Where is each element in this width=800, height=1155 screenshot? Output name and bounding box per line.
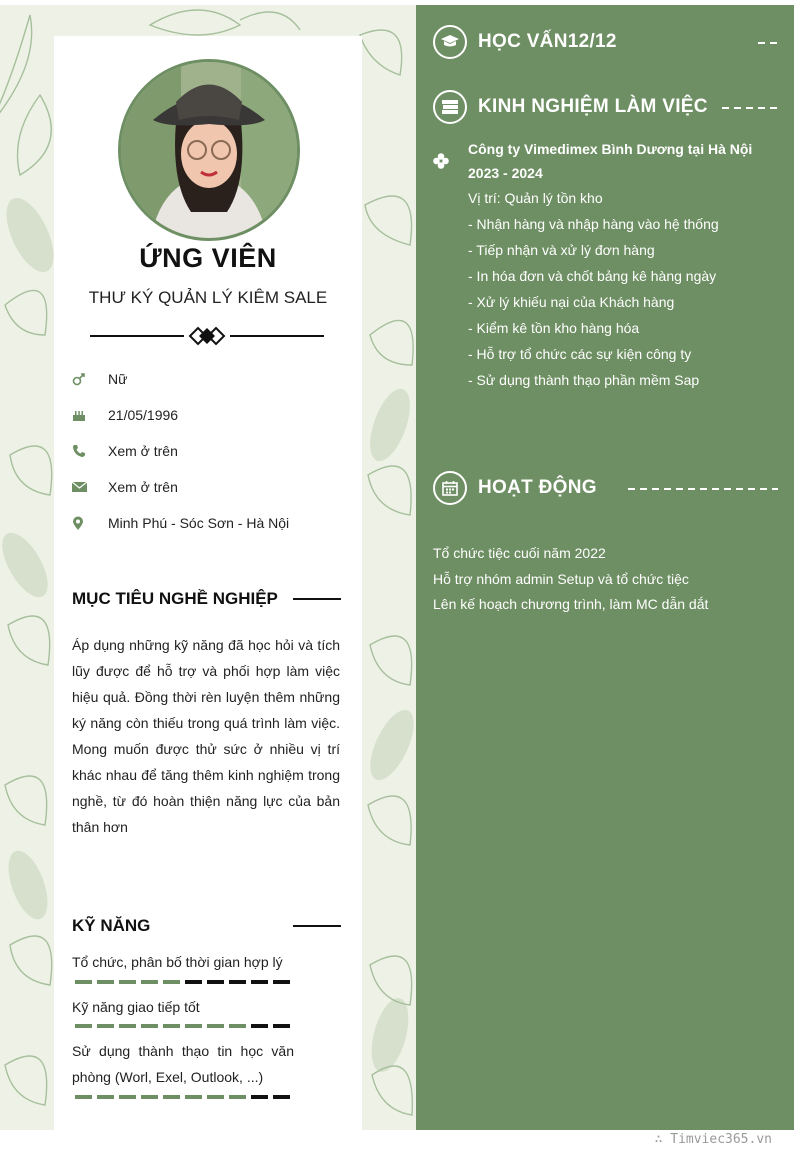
skill-segment bbox=[141, 1024, 158, 1028]
work-period: 2023 - 2024 bbox=[468, 165, 543, 181]
skill-segment bbox=[207, 980, 224, 984]
task-item: - Xử lý khiếu nại của Khách hàng bbox=[468, 294, 675, 310]
objective-text: Áp dụng những kỹ năng đã học hỏi và tích lũy được để hỗ trợ và phối hợp làm việc hiệu quả. Đồng thời rèn luyện thêm những ký năng còn thiếu trong quá trình làm việc. Mong muốn được thử sức ở nhiều vị trí khác nhau để tăng thêm kinh nghiệm trong nghề, từ đó hoàn thiện năng lực của bản thân hơn bbox=[72, 637, 340, 835]
skill-level-bar bbox=[75, 1024, 295, 1028]
task-item: - Nhận hàng và nhập hàng vào hệ thống bbox=[468, 216, 719, 232]
activities-header bbox=[433, 471, 597, 505]
education-title: HỌC VẤN12/12 bbox=[478, 31, 617, 52]
skill-segment bbox=[229, 980, 246, 984]
books-icon bbox=[433, 90, 467, 124]
skill-segment bbox=[229, 1024, 246, 1028]
skill-level-bar bbox=[75, 1095, 295, 1099]
address-text: Minh Phú - Sóc Sơn - Hà Nội bbox=[108, 515, 290, 531]
skill-segment bbox=[163, 1024, 180, 1028]
skill-segment bbox=[119, 980, 136, 984]
skill-segment bbox=[185, 1024, 202, 1028]
activity-item: Tổ chức tiệc cuối năm 2022 bbox=[433, 545, 606, 561]
work-position: Vị trí: Quản lý tồn kho bbox=[468, 190, 603, 206]
avatar bbox=[118, 59, 300, 241]
skills-title: KỸ NĂNG bbox=[72, 916, 151, 935]
activity-item: Lên kế hoạch chương trình, làm MC dẫn dắt bbox=[433, 596, 709, 612]
skill-segment bbox=[141, 980, 158, 984]
education-header bbox=[433, 25, 617, 59]
experience-title: KINH NGHIỆM LÀM VIỆC bbox=[478, 96, 708, 117]
activities-title: HOẠT ĐỘNG bbox=[478, 477, 597, 498]
graduation-cap-icon bbox=[433, 25, 467, 59]
experience-dashes bbox=[722, 107, 778, 109]
email-icon bbox=[72, 481, 108, 493]
experience-header bbox=[433, 90, 708, 124]
skill-segment bbox=[119, 1024, 136, 1028]
skills-title-line bbox=[293, 925, 341, 927]
skill-segment bbox=[251, 1024, 268, 1028]
skill-segment bbox=[273, 980, 290, 984]
skill-segment bbox=[273, 1024, 290, 1028]
education-dashes bbox=[758, 42, 778, 44]
skill-segment bbox=[185, 980, 202, 984]
clover-bullet-icon bbox=[432, 152, 450, 175]
skill-segment bbox=[251, 1095, 268, 1099]
candidate-role: THƯ KÝ QUẢN LÝ KIÊM SALE bbox=[88, 288, 328, 307]
gender-text: Nữ bbox=[108, 371, 128, 387]
activity-item: Hỗ trợ nhóm admin Setup và tổ chức tiệc bbox=[433, 570, 689, 587]
info-email bbox=[72, 477, 178, 497]
skill-segment bbox=[75, 1024, 92, 1028]
activities-list bbox=[433, 541, 708, 618]
skill-segment bbox=[251, 980, 268, 984]
candidate-name: ỨNG VIÊN bbox=[139, 243, 277, 273]
task-item: - Sử dụng thành thạo phần mềm Sap bbox=[468, 372, 700, 388]
task-item: - Kiểm kê tồn kho hàng hóa bbox=[468, 320, 640, 336]
info-address bbox=[72, 513, 289, 533]
objective-title: MỤC TIÊU NGHỀ NGHIỆP bbox=[72, 589, 278, 608]
birthday-cake-icon bbox=[72, 408, 108, 422]
company-name: Công ty Vimedimex Bình Dương tại Hà Nội bbox=[468, 141, 753, 157]
info-birthday bbox=[72, 405, 178, 425]
skill-segment bbox=[163, 980, 180, 984]
skill-segment bbox=[207, 1095, 224, 1099]
skill-name: Kỹ năng giao tiếp tốt bbox=[72, 999, 200, 1015]
birthday-text: 21/05/1996 bbox=[108, 407, 179, 423]
email-text: Xem ở trên bbox=[108, 479, 178, 495]
task-item: - In hóa đơn và chốt bảng kê hàng ngày bbox=[468, 268, 717, 284]
gender-icon bbox=[72, 372, 108, 386]
objective-title-line bbox=[293, 598, 341, 600]
skill-segment bbox=[97, 1024, 114, 1028]
skill-segment bbox=[207, 1024, 224, 1028]
skill-segment bbox=[163, 1095, 180, 1099]
info-gender bbox=[72, 369, 127, 389]
task-item: - Hỗ trợ tổ chức các sự kiện công ty bbox=[468, 346, 692, 362]
task-item: - Tiếp nhận và xử lý đơn hàng bbox=[468, 242, 655, 258]
skill-segment bbox=[97, 980, 114, 984]
info-phone bbox=[72, 441, 178, 461]
skill-segment bbox=[273, 1095, 290, 1099]
skill-segment bbox=[185, 1095, 202, 1099]
activities-dashes bbox=[628, 488, 778, 490]
location-pin-icon bbox=[72, 516, 108, 531]
skill-level-bar bbox=[75, 980, 295, 984]
watermark-text: ∴ Timviec365.vn bbox=[654, 1132, 772, 1147]
skill-segment bbox=[229, 1095, 246, 1099]
skill-segment bbox=[75, 980, 92, 984]
skill-segment bbox=[141, 1095, 158, 1099]
skill-segment bbox=[119, 1095, 136, 1099]
ornament-divider bbox=[90, 325, 324, 347]
skill-name: Tổ chức, phân bố thời gian hợp lý bbox=[72, 954, 283, 970]
skill-segment bbox=[75, 1095, 92, 1099]
experience-entry bbox=[468, 140, 768, 397]
phone-icon bbox=[72, 444, 108, 458]
phone-text: Xem ở trên bbox=[108, 443, 178, 459]
skill-segment bbox=[97, 1095, 114, 1099]
calendar-icon bbox=[433, 471, 467, 505]
skill-name: Sử dụng thành thạo tin học văn phòng (Worl, Exel, Outlook, ...) bbox=[72, 1043, 294, 1085]
